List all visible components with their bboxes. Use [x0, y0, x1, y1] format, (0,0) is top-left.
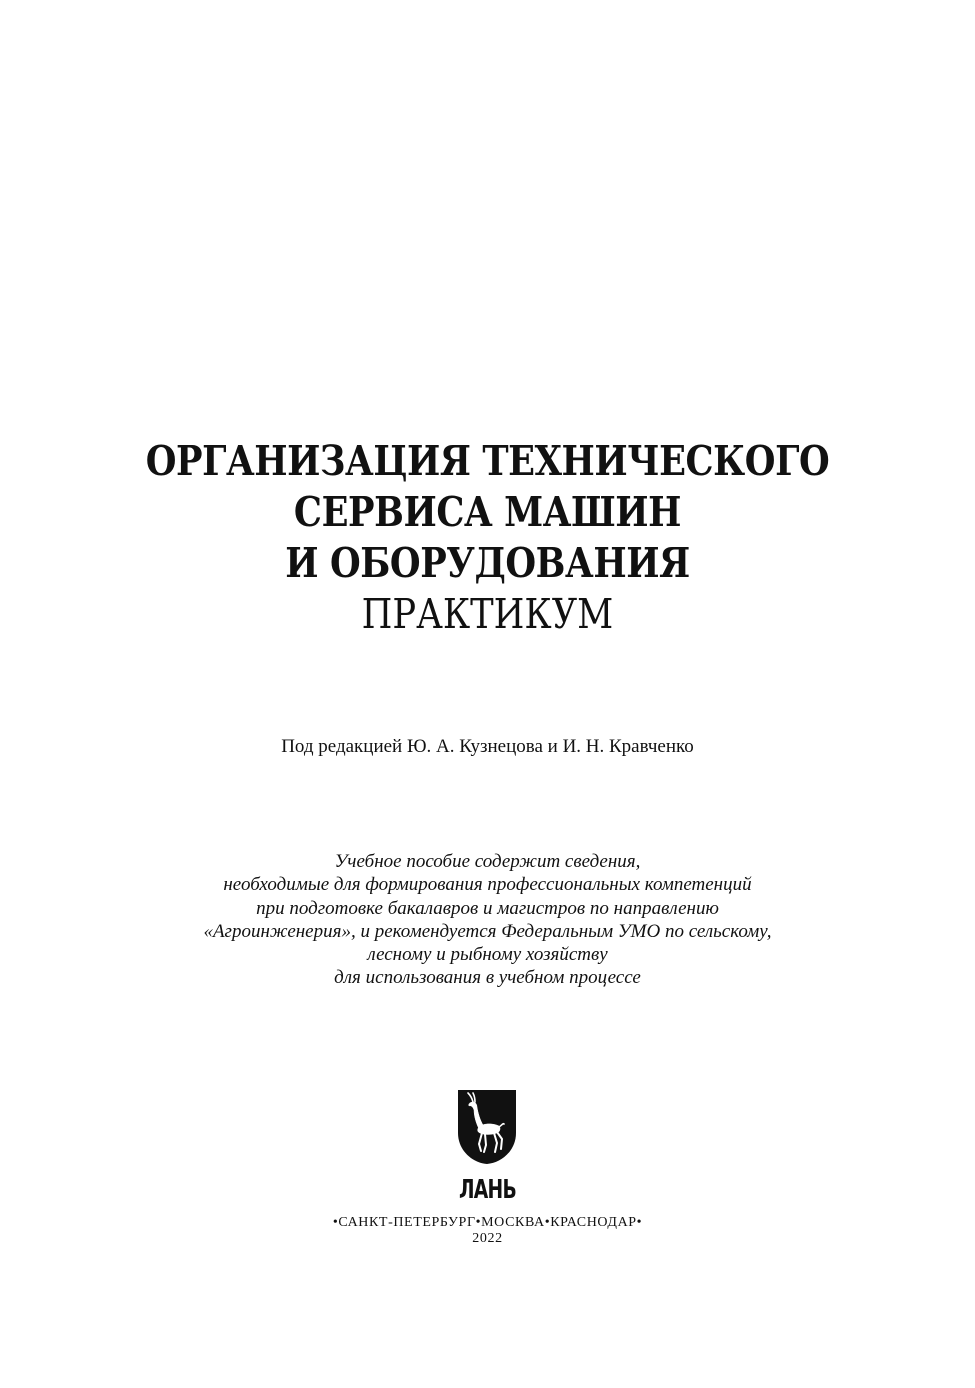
publisher-cities: •САНКТ-ПЕТЕРБУРГ•МОСКВА•КРАСНОДАР• [332, 1215, 643, 1230]
annotation-line: необходимые для формирования профессиональных компетенций [223, 874, 752, 896]
title-line-1: ОРГАНИЗАЦИЯ ТЕХНИЧЕСКОГО [145, 437, 830, 485]
annotation-line: для использования в учебном процессе [334, 967, 641, 989]
annotation-line: лесному и рыбному хозяйству [367, 944, 608, 966]
book-subtitle: ПРАКТИКУМ [361, 590, 614, 638]
deer-shield-icon [457, 1089, 517, 1165]
annotation-line: при подготовке бакалавров и магистров по направлению [256, 897, 719, 919]
annotation-line: Учебное пособие содержит сведения, [334, 851, 641, 872]
publication-year: 2022 [472, 1231, 503, 1246]
annotation-line: «Агроинженерия», и рекомендуется Федеральным УМО по сельскому, [203, 920, 772, 942]
title-line-2: СЕРВИСА МАШИН [293, 488, 682, 536]
annotation-text [0, 850, 975, 990]
book-title [0, 436, 975, 640]
editors-line: Под редакцией Ю. А. Кузнецова и И. Н. Кравченко [281, 736, 694, 757]
publisher-name: ЛАНЬ [458, 1175, 517, 1205]
title-line-3: И ОБОРУДОВАНИЯ [285, 539, 690, 587]
